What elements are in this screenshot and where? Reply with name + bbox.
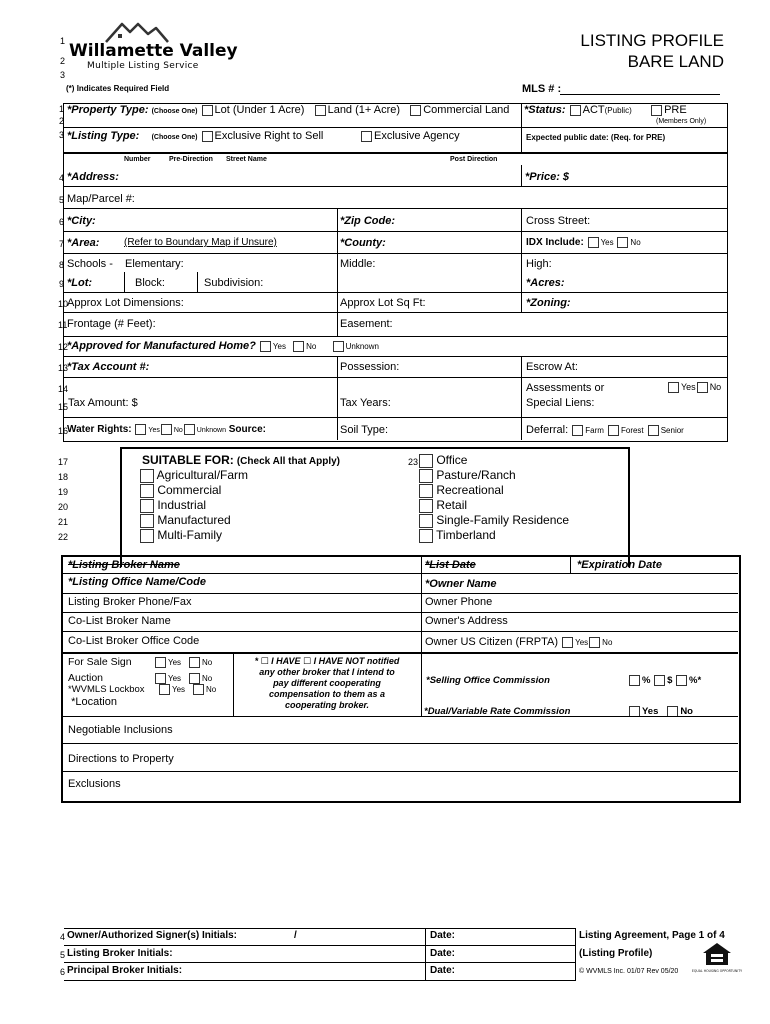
suitable-item[interactable]: Single-Family Residence <box>419 513 569 528</box>
suitable-item[interactable]: Industrial <box>140 498 248 513</box>
easement-label[interactable]: Easement: <box>340 318 393 330</box>
mls-label: MLS # : <box>522 83 562 95</box>
initials-slash: / <box>294 930 297 941</box>
possession-label[interactable]: Possession: <box>340 361 400 373</box>
line-number: 7 <box>59 239 65 249</box>
copyright: © WVMLS Inc. 01/07 Rev 05/20 <box>579 968 679 975</box>
line-number: 5 <box>60 950 66 960</box>
tax-amount-label[interactable]: Tax Amount: $ <box>68 397 138 409</box>
suitable-item[interactable]: Commercial <box>140 483 248 498</box>
sign-yes-checkbox[interactable] <box>155 657 166 668</box>
line-number: 19 <box>58 487 69 497</box>
colist-office-label[interactable]: Co-List Broker Office Code <box>68 635 200 647</box>
assessments-options: Yes No <box>667 382 721 393</box>
line-number: 4 <box>60 932 66 942</box>
notified-statement[interactable]: * ☐ I HAVE ☐ I HAVE NOT notified any other broker that I intend to pay different cooperating compensation to them as a cooperating broker. <box>254 656 400 710</box>
lot-checkbox[interactable] <box>202 105 213 116</box>
water-unknown-checkbox[interactable] <box>184 424 195 435</box>
line-number: 13 <box>58 363 69 373</box>
suitable-left-list <box>140 468 248 543</box>
commercial-land-checkbox[interactable] <box>410 105 421 116</box>
zip-label[interactable]: *Zip Code: <box>340 215 395 227</box>
map-parcel-label[interactable]: Map/Parcel #: <box>67 193 135 205</box>
directions-label[interactable]: Directions to Property <box>68 753 174 765</box>
line-number: 21 <box>58 517 69 527</box>
commission-dollar-checkbox[interactable] <box>654 675 665 686</box>
pre-checkbox[interactable] <box>651 105 662 116</box>
mls-field[interactable] <box>560 94 720 95</box>
lot-dimensions-label[interactable]: Approx Lot Dimensions: <box>67 297 184 309</box>
suitable-item[interactable]: Pasture/Ranch <box>419 468 569 483</box>
status-row: *Status: ACT(Public) PRE <box>524 104 687 116</box>
acres-label[interactable]: *Acres: <box>526 277 565 289</box>
owner-phone-label[interactable]: Owner Phone <box>425 596 493 608</box>
required-note: (*) Indicates Required Field <box>66 84 170 93</box>
owner-date-label[interactable]: Date: <box>430 930 456 941</box>
dual-rate-options: Yes No <box>628 706 693 717</box>
line-number: 3 <box>60 70 66 80</box>
expected-date-label: Expected public date: (Req. for PRE) <box>526 133 666 142</box>
negotiable-inclusions-label[interactable]: Negotiable Inclusions <box>68 724 173 736</box>
manufactured-row: *Approved for Manufactured Home? Yes No Unknown <box>67 340 379 352</box>
lockbox-no-checkbox[interactable] <box>193 684 204 695</box>
tax-years-label[interactable]: Tax Years: <box>340 397 391 409</box>
broker-phone-label[interactable]: Listing Broker Phone/Fax <box>68 596 192 608</box>
manufactured-unknown-checkbox[interactable] <box>333 341 344 352</box>
broker-initials-label[interactable]: Listing Broker Initials: <box>67 948 173 959</box>
county-label[interactable]: *County: <box>340 237 386 249</box>
citizen-yes-checkbox[interactable] <box>562 637 573 648</box>
col-predirection: Pre-Direction <box>169 156 213 163</box>
block-label[interactable]: Block: <box>135 277 165 289</box>
listing-broker-name-label[interactable]: *Listing Broker Name <box>68 559 180 571</box>
line-number: 12 <box>58 342 69 352</box>
sign-options: For Sale Sign Yes No Auction Yes No *WVMLS Lockbox Yes No *Location <box>68 656 217 708</box>
middle-label[interactable]: Middle: <box>340 258 376 270</box>
boundary-map-link[interactable]: (Refer to Boundary Map if Unsure) <box>124 237 277 248</box>
line-number: 8 <box>59 260 65 270</box>
line-number: 9 <box>59 279 65 289</box>
line-number: 6 <box>60 967 66 977</box>
line-number: 4 <box>59 173 65 183</box>
act-checkbox[interactable] <box>570 105 581 116</box>
address-label[interactable]: *Address: <box>67 171 119 183</box>
price-label[interactable]: *Price: $ <box>525 171 570 183</box>
soil-type-label[interactable]: Soil Type: <box>340 424 389 436</box>
manufactured-no-checkbox[interactable] <box>293 341 304 352</box>
col-post-direction: Post Direction <box>450 156 498 163</box>
suitable-item[interactable]: Multi-Family <box>140 528 248 543</box>
line-number: 18 <box>58 472 69 482</box>
escrow-label[interactable]: Escrow At: <box>526 361 578 373</box>
schools-label: Schools - <box>67 258 113 270</box>
idx-include-row: IDX Include: Yes No <box>526 237 641 249</box>
col-street-name: Street Name <box>226 156 267 163</box>
area-label[interactable]: *Area: <box>67 237 100 249</box>
line-number: 16 <box>58 426 69 436</box>
lot-sqft-label[interactable]: Approx Lot Sq Ft: <box>340 297 426 309</box>
forest-checkbox[interactable] <box>608 425 619 436</box>
suitable-item[interactable]: Recreational <box>419 483 569 498</box>
owner-name-label[interactable]: *Owner Name <box>425 578 497 590</box>
suitable-right-list <box>419 453 569 543</box>
equal-housing-icon <box>691 941 743 975</box>
assessments-no-checkbox[interactable] <box>697 382 708 393</box>
suitable-item[interactable]: Retail <box>419 498 569 513</box>
line-number: 3 <box>59 130 65 140</box>
commission-pctstar-checkbox[interactable] <box>676 675 687 686</box>
zoning-label[interactable]: *Zoning: <box>526 297 571 309</box>
suitable-item[interactable]: Agricultural/Farm <box>140 468 248 483</box>
line-number: 11 <box>58 320 68 330</box>
logo-subtitle: Multiple Listing Service <box>87 61 199 71</box>
col-number: Number <box>124 156 151 163</box>
auction-no-checkbox[interactable] <box>189 673 200 684</box>
owner-initials-label[interactable]: Owner/Authorized Signer(s) Initials: <box>67 930 238 941</box>
line-number: 22 <box>58 532 69 542</box>
water-rights-row: Water Rights: Yes No Unknown Source: <box>67 424 266 436</box>
subdivision-label[interactable]: Subdivision: <box>204 277 264 289</box>
owner-citizen-row: Owner US Citizen (FRPTA) Yes No <box>425 636 613 648</box>
idx-yes-checkbox[interactable] <box>588 237 599 248</box>
idx-no-checkbox[interactable] <box>617 237 628 248</box>
lockbox-yes-checkbox[interactable] <box>159 684 170 695</box>
logo-name: Willamette Valley <box>69 41 238 61</box>
commission-pct-checkbox[interactable] <box>629 675 640 686</box>
line-number: 6 <box>59 217 65 227</box>
exclusive-agency-checkbox[interactable] <box>361 131 372 142</box>
exclusive-right-checkbox[interactable] <box>202 131 213 142</box>
high-label[interactable]: High: <box>526 258 552 270</box>
city-label[interactable]: *City: <box>67 215 96 227</box>
exclusions-label[interactable]: Exclusions <box>68 778 121 790</box>
tax-account-label[interactable]: *Tax Account #: <box>67 361 150 373</box>
water-no-checkbox[interactable] <box>161 424 172 435</box>
line-number: 2 <box>59 116 65 126</box>
manufactured-yes-checkbox[interactable] <box>260 341 271 352</box>
frontage-label[interactable]: Frontage (# Feet): <box>67 318 156 330</box>
cross-street-label[interactable]: Cross Street: <box>526 215 591 227</box>
special-liens-label: Special Liens: <box>526 397 595 409</box>
elementary-label[interactable]: Elementary: <box>125 258 184 270</box>
principal-date-label[interactable]: Date: <box>430 965 456 976</box>
line-number: 1 <box>60 36 66 46</box>
svg-text:EQUAL HOUSING OPPORTUNITY: EQUAL HOUSING OPPORTUNITY <box>691 969 743 973</box>
line-number: 17 <box>58 457 69 467</box>
line-number: 2 <box>60 56 66 66</box>
sign-no-checkbox[interactable] <box>189 657 200 668</box>
auction-yes-checkbox[interactable] <box>155 673 166 684</box>
line-number: 10 <box>58 299 69 309</box>
line-number: 1 <box>59 104 65 114</box>
selling-commission-label[interactable]: *Selling Office Commission <box>426 675 550 686</box>
colist-name-label[interactable]: Co-List Broker Name <box>68 615 171 627</box>
agreement-page-label: Listing Agreement, Page 1 of 4 <box>579 930 725 941</box>
suitable-item[interactable]: Office <box>419 453 569 468</box>
listing-office-label[interactable]: *Listing Office Name/Code <box>68 576 206 588</box>
line-number: 14 <box>58 384 69 394</box>
suitable-for-title: SUITABLE FOR: (Check All that Apply) <box>142 453 340 467</box>
land-checkbox[interactable] <box>315 105 326 116</box>
assessments-label: Assessments or <box>526 382 605 394</box>
pre-members-note: (Members Only) <box>656 118 707 125</box>
deferral-row: Deferral: Farm Forest Senior <box>526 424 684 436</box>
listing-profile-label: (Listing Profile) <box>579 948 653 959</box>
senior-checkbox[interactable] <box>648 425 659 436</box>
citizen-no-checkbox[interactable] <box>589 637 600 648</box>
expiration-date-label[interactable]: *Expiration Date <box>577 559 662 571</box>
owner-address-label[interactable]: Owner's Address <box>425 615 508 627</box>
principal-initials-label[interactable]: Principal Broker Initials: <box>67 965 183 976</box>
lot-label[interactable]: *Lot: <box>67 277 93 289</box>
line-number: 20 <box>58 502 69 512</box>
water-yes-checkbox[interactable] <box>135 424 146 435</box>
property-type-row: *Property Type: (Choose One) Lot (Under 1 Acre) Land (1+ Acre) Commercial Land <box>67 104 510 116</box>
farm-checkbox[interactable] <box>572 425 583 436</box>
listing-type-row: *Listing Type: (Choose One) Exclusive Right to Sell Exclusive Agency <box>67 130 460 142</box>
suitable-item[interactable]: Manufactured <box>140 513 248 528</box>
line-number: 5 <box>59 195 65 205</box>
line-number: 23 <box>408 457 419 467</box>
broker-date-label[interactable]: Date: <box>430 948 456 959</box>
dual-rate-label[interactable]: *Dual/Variable Rate Commission <box>424 706 571 717</box>
commission-options: % $ %* <box>628 675 701 686</box>
list-date-label[interactable]: *List Date <box>425 559 476 571</box>
suitable-item[interactable]: Timberland <box>419 528 569 543</box>
assessments-yes-checkbox[interactable] <box>668 382 679 393</box>
line-number: 15 <box>58 402 69 412</box>
page-title: LISTING PROFILE BARE LAND <box>580 31 724 71</box>
